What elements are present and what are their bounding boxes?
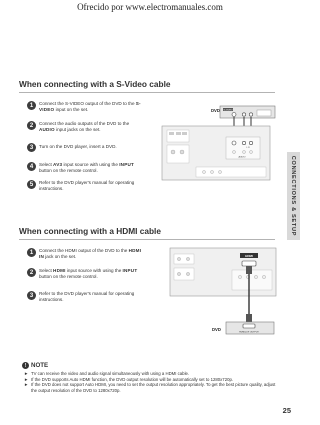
dvd-svideo-port [232,113,236,117]
tv-hdmi-label: HDMI [245,253,253,258]
tv-svideo-port [232,141,236,145]
dvd-output-label: HDMI-DVI OUTPUT [239,331,259,334]
dvd-label: DVD [212,327,221,332]
note-item: ► If the DVD does not support Auto HDMI, you need to set the output resolution appropriately. To get the best picture quality, adjust the output resolution of the DVD to 1280x720p. [24,382,276,393]
step-number: 1 [27,248,36,257]
svideo-step-5: 5 Refer to the DVD player's manual for operating instructions. [27,180,142,193]
hdmi-section-title: When connecting with a HDMI cable [19,226,161,236]
tv-audio-r-port [249,141,252,144]
note-box [22,362,278,398]
tv-audio-l-port [242,141,245,144]
step-number: 3 [27,143,36,152]
step-number: 5 [27,180,36,189]
step-number: 3 [27,291,36,300]
svideo-section-title: When connecting with a S-Video cable [19,79,171,89]
hdmi-step-1: 1 Connect the HDMI output of the DVD to the HDMI IN jack on the set. [27,248,142,261]
tv-hdmi-port [242,261,256,266]
svideo-connection-diagram [160,97,278,182]
section-side-tab [287,152,300,240]
hdmi-connection-diagram [168,244,278,354]
note-item: ► If the DVD supports Auto HDMI function, the DVD output resolution will be automatically set to 1280x720p. [24,376,234,382]
side-tab-label: CONNECTIONS & SETUP [290,155,297,237]
dvd-label: DVD [211,108,220,113]
step-number: 1 [27,101,36,110]
hdmi-title-rule [19,239,275,240]
step-number: 4 [27,162,36,171]
hdmi-step-2: 2 Select HDMI input source with using the INPUT button on the remote control. [27,268,142,281]
dvd-audio-l-port [242,113,245,116]
note-list [22,371,278,393]
note-label: NOTE [31,362,49,369]
note-item: ► TV can receive the video and audio signal simultaneously with using a HDMI cable. [24,371,190,376]
svideo-step-2: 2 Connect the audio outputs of the DVD to the AUDIO input jacks on the set. [27,121,142,134]
svideo-title-rule [19,92,275,93]
dvd-hdmi-port [243,324,255,328]
page-header: Ofrecido por www.electromanuales.com [77,2,223,12]
dvd-audio-r-port [249,113,252,116]
svideo-step-3: 3 Turn on the DVD player, insert a DVD. [27,143,142,152]
step-number: 2 [27,121,36,130]
page-number: 25 [282,406,291,415]
dvd-panel-label: S-VIDEO [223,109,233,112]
svideo-step-1: 1 Connect the S-VIDEO output of the DVD to the S-VIDEO input on the set. [27,101,142,114]
note-icon: ! [22,362,29,369]
hdmi-step-3: 3 Refer to the DVD player's manual for operating instructions. [27,291,142,304]
svideo-step-4: 4 Select AV3 input source with using the INPUT button on the remote control. [27,162,142,175]
tv-audio-label: AUDIO [238,156,246,159]
tv-port-label: L R [246,147,250,149]
step-number: 2 [27,268,36,277]
